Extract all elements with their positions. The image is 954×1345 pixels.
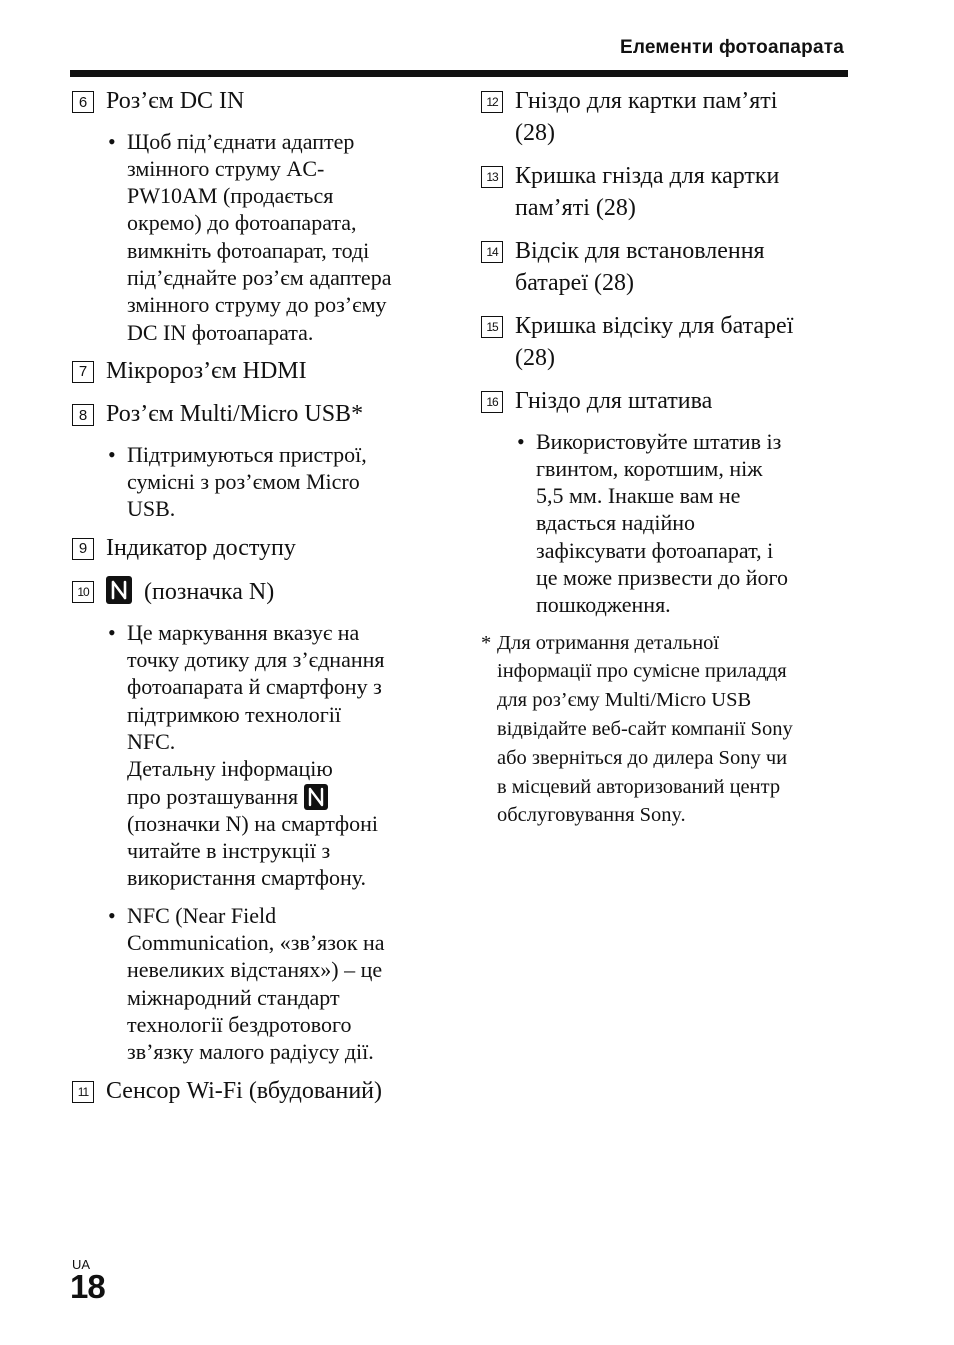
text-line: або зверніться до дилера Sony чи bbox=[497, 746, 788, 769]
bullet: • Підтримуються пристрої, сумісні з роз’ємом Micro USB. bbox=[72, 441, 437, 523]
text-line: використання смартфону. bbox=[127, 865, 367, 891]
text-line: NFC (Near Field bbox=[127, 902, 277, 928]
text-line: сумісні з роз’ємом Micro bbox=[127, 469, 360, 495]
bullet: • Щоб під’єднати адаптер змінного струму AC- PW10AM (продається окремо) до фотоапарата, вимкніть фотоапарат, тоді під’єднайте роз’єм адаптера змінного струму до роз’єму DC IN фотоапарата. bbox=[72, 128, 437, 346]
text-line: PW10AM (продається bbox=[127, 183, 334, 209]
text-line: точку дотику для з’єднання bbox=[127, 647, 385, 673]
text-line: 5,5 мм. Інакше вам не bbox=[536, 483, 741, 509]
text-line: інформації про сумісне приладдя bbox=[497, 660, 787, 683]
item-title: Роз’єм DC IN bbox=[106, 88, 245, 114]
item-title bbox=[515, 311, 846, 374]
item-8 bbox=[72, 399, 437, 431]
text-line: окремо) до фотоапарата, bbox=[127, 210, 357, 236]
item-14 bbox=[481, 236, 846, 299]
bullet: • Це маркування вказує на точку дотику для з’єднання фотоапарата й смартфону з підтримкою технології NFC. Детальну інформацію про розташування (позначки N) на смартфоні читайте в інструкції з використання смартфону. bbox=[72, 619, 437, 892]
item-11 bbox=[72, 1076, 437, 1108]
text-line: Для отримання детальної bbox=[497, 631, 720, 654]
text-line: Кришка гнізда для картки bbox=[515, 163, 780, 189]
bullet: • Використовуйте штатив із гвинтом, коротшим, ніж 5,5 мм. Інакше вам не вдасться надійно зафіксувати фотоапарат, і це може призвести до його пошкодження. bbox=[481, 428, 846, 619]
item-title: Індикатор доступу bbox=[106, 534, 296, 561]
text-line: Детальну інформацію bbox=[127, 756, 333, 782]
item-13 bbox=[481, 161, 846, 224]
item-number: 10 bbox=[72, 581, 94, 603]
text-line: Кришка відсіку для батареї bbox=[515, 313, 794, 339]
left-column bbox=[72, 86, 437, 1119]
text-line: DC IN фотоапарата. bbox=[127, 319, 314, 345]
text-line: фотоапарата й смартфону з bbox=[127, 674, 382, 700]
item-6 bbox=[72, 86, 437, 118]
bullet: • NFC (Near Field Communication, «зв’язок на невеликих відстанях») – це міжнародний стандарт технології бездротового зв’язку малого радіусу дії. bbox=[72, 902, 437, 1066]
text-line: технології бездротового bbox=[127, 1011, 352, 1037]
item-number: 11 bbox=[72, 1081, 94, 1103]
item-16 bbox=[481, 386, 846, 418]
item-9 bbox=[72, 533, 437, 565]
text-line: міжнародний стандарт bbox=[127, 984, 340, 1010]
text-line: вдасться надійно bbox=[536, 510, 695, 536]
item-number: 14 bbox=[481, 241, 503, 263]
text-line: Щоб під’єднати адаптер bbox=[127, 128, 355, 154]
n-mark-icon bbox=[106, 576, 132, 604]
item-title bbox=[515, 236, 846, 299]
text-line: пошкодження. bbox=[536, 592, 671, 618]
item-title: (позначка N) bbox=[144, 579, 275, 606]
text-line: для роз’єму Multi/Micro USB bbox=[497, 689, 752, 712]
text-line: пам’яті (28) bbox=[515, 194, 636, 221]
text-line: зафіксувати фотоапарат, і bbox=[536, 537, 774, 563]
item-number: 8 bbox=[72, 404, 94, 426]
page-number: 18 bbox=[70, 1268, 105, 1305]
text-line: змінного струму AC- bbox=[127, 155, 325, 181]
item-title: Мікророз’єм HDMI bbox=[106, 357, 307, 384]
item-number: 13 bbox=[481, 166, 503, 188]
text-line: підтримкою технології bbox=[127, 701, 341, 727]
n-mark-icon bbox=[304, 784, 328, 810]
text-line: це може призвести до його bbox=[536, 564, 788, 590]
item-number: 6 bbox=[72, 91, 94, 113]
item-10 bbox=[72, 576, 437, 609]
item-title bbox=[515, 161, 846, 224]
text-line: (позначки N) на смартфоні bbox=[127, 810, 378, 836]
footnote-marker: * bbox=[481, 631, 492, 654]
text-line: Використовуйте штатив із bbox=[536, 428, 782, 454]
text-line: зв’язку малого радіусу дії. bbox=[127, 1039, 374, 1065]
text-line: змінного струму до роз’єму bbox=[127, 292, 387, 318]
bullet-text: про розташування bbox=[127, 783, 299, 809]
text-line: під’єднайте роз’єм адаптера bbox=[127, 264, 392, 290]
right-column bbox=[481, 86, 846, 830]
language-code: UA bbox=[72, 1257, 91, 1272]
text-line: NFC. bbox=[127, 728, 176, 754]
header-rule bbox=[70, 70, 848, 77]
text-line: Підтримуються пристрої, bbox=[127, 441, 367, 467]
text-line: Гніздо для картки пам’яті bbox=[515, 88, 778, 114]
text-line: батареї (28) bbox=[515, 269, 634, 296]
footnote bbox=[481, 629, 846, 831]
text-line: читайте в інструкції з bbox=[127, 838, 331, 864]
item-7 bbox=[72, 356, 437, 388]
section-title: Елементи фотоапарата bbox=[620, 37, 844, 58]
item-title: Роз’єм Multi/Micro USB* bbox=[106, 401, 364, 428]
text-line: обслуговування Sony. bbox=[497, 804, 686, 827]
text-line: невеликих відстанях») – це bbox=[127, 957, 383, 983]
text-line: (28) bbox=[515, 344, 555, 371]
text-line: вимкніть фотоапарат, тоді bbox=[127, 237, 370, 263]
item-15 bbox=[481, 311, 846, 374]
text-line: в місцевий авторизований центр bbox=[497, 775, 781, 798]
item-title bbox=[515, 86, 846, 149]
item-title: Сенсор Wi-Fi (вбудований) bbox=[106, 1077, 383, 1104]
item-number: 9 bbox=[72, 538, 94, 560]
text-line: Communication, «зв’язок на bbox=[127, 930, 385, 956]
item-number: 15 bbox=[481, 316, 503, 338]
text-line: (28) bbox=[515, 119, 555, 146]
item-title: Гніздо для штатива bbox=[515, 388, 713, 414]
text-line: відвідайте веб-сайт компанії Sony bbox=[497, 717, 793, 740]
item-12 bbox=[481, 86, 846, 149]
text-line: гвинтом, коротшим, ніж bbox=[536, 455, 763, 481]
text-line: Це маркування вказує на bbox=[127, 619, 360, 645]
text-line: USB. bbox=[127, 496, 176, 522]
text-line: Відсік для встановлення bbox=[515, 238, 765, 264]
item-number: 7 bbox=[72, 361, 94, 383]
item-number: 12 bbox=[481, 91, 503, 113]
item-number: 16 bbox=[481, 391, 503, 413]
